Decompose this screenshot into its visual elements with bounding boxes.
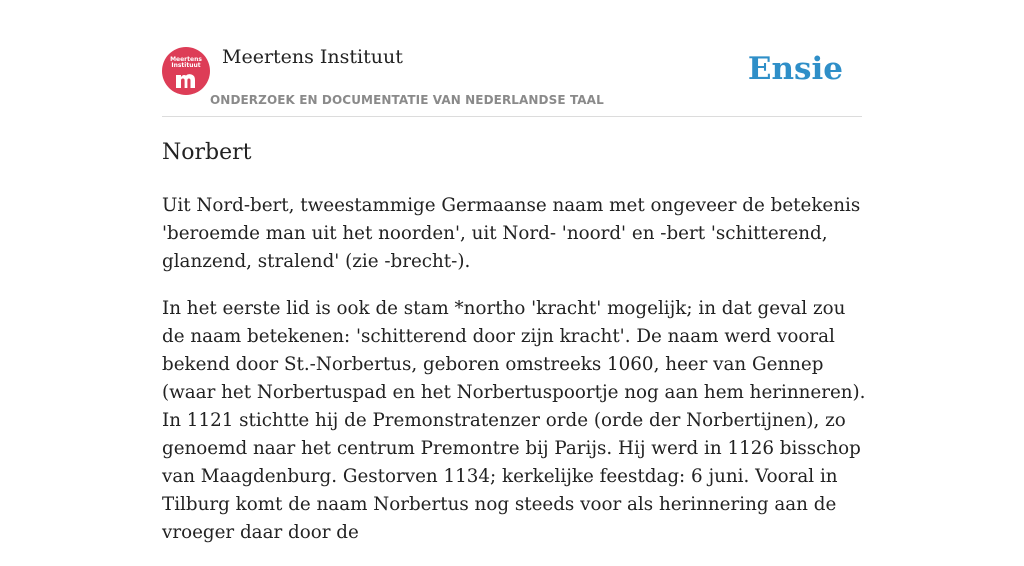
- logo-text-line1: Meertens: [170, 56, 202, 63]
- meertens-logo[interactable]: [162, 47, 210, 95]
- logo-text-line2: Instituut: [171, 62, 201, 69]
- org-name[interactable]: Meertens Instituut: [222, 46, 403, 68]
- logo-m-icon: [174, 69, 198, 89]
- ensie-brand-link[interactable]: Ensie: [747, 51, 843, 87]
- site-header: [162, 40, 862, 117]
- article-paragraph-1: Uit Nord-bert, tweestammige Germaanse naam met ongeveer de betekenis 'beroemde man uit het noorden', uit Nord- 'noord' en -bert 'schitterend, glanzend, stralend' (zie -brecht-).: [162, 195, 861, 272]
- article-body: [162, 192, 867, 566]
- page-title: Norbert: [162, 140, 252, 165]
- org-tagline: ONDERZOEK EN DOCUMENTATIE VAN NEDERLANDSE TAAL: [210, 93, 604, 107]
- article-paragraph-2: In het eerste lid is ook de stam *northo 'kracht' mogelijk; in dat geval zou de naam betekenen: 'schitterend door zijn kracht'. De naam werd vooral bekend door St.-Norbertus, geboren omstreeks 1060, heer van Gennep (waar het Norbertuspad en het Norbertuspoortje nog aan hem herinneren). In 1121 stichtte hij de Premonstratenzer orde (orde der Norbertijnen), zo genoemd naar het centrum Premontre bij Parijs. Hij werd in 1126 bisschop van Maagdenburg. Gestorven 1134; kerkelijke feestdag: 6 juni. Vooral in Tilburg komt de naam Norbertus nog steeds voor als herinnering aan de vroeger daar door de: [162, 298, 866, 543]
